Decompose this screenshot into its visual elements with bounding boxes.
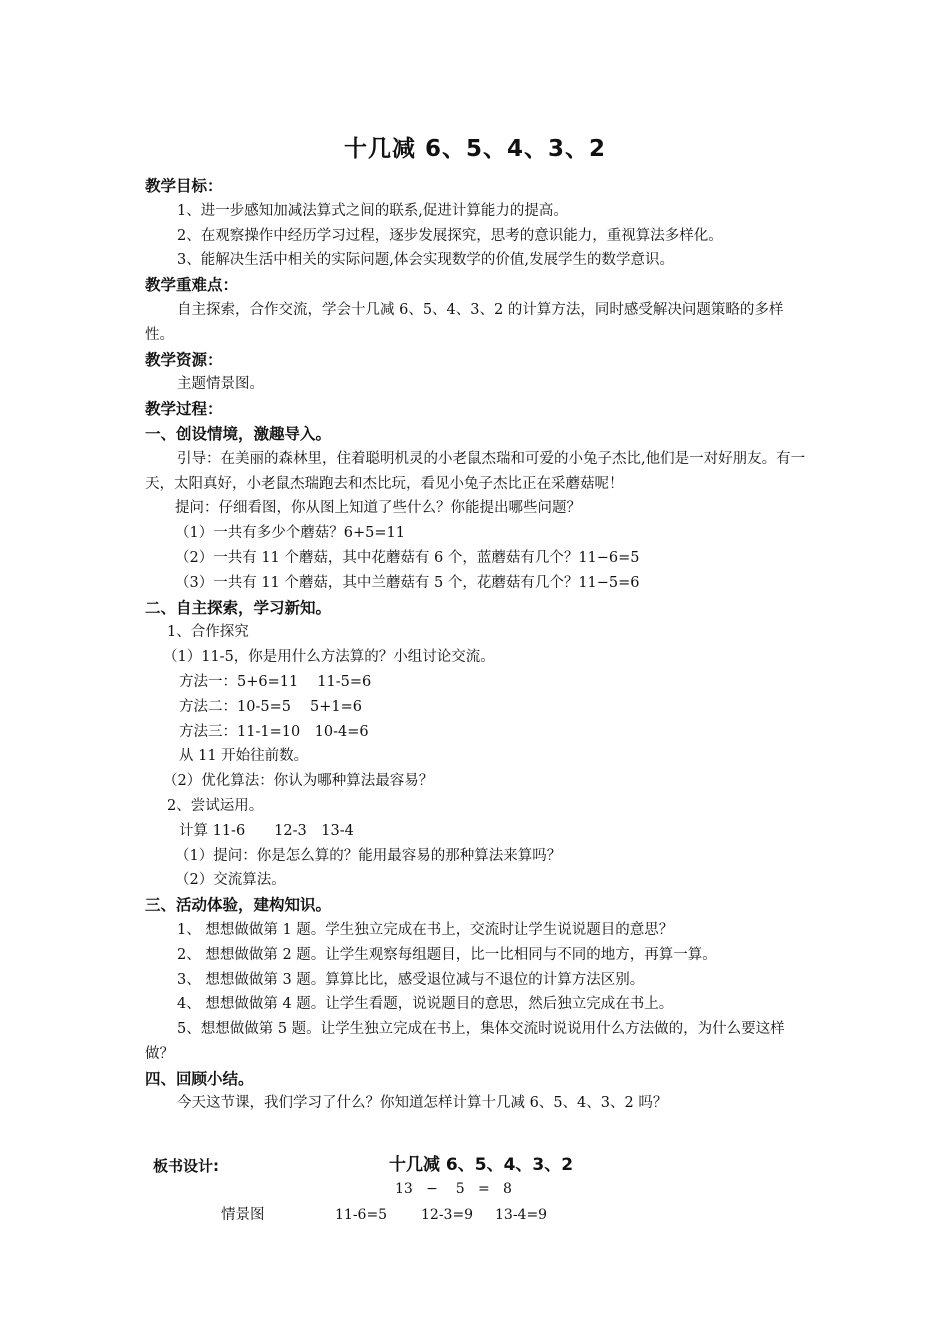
intro-paragraph: 引导：在美丽的森林里，住着聪明机灵的小老鼠杰瑞和可爱的小兔子杰比,他们是一对好朋友。有一天，太阳真好，小老鼠杰瑞跑去和杰比玩，看见小兔子杰比正在采蘑菇呢！ [145,450,806,492]
resources-heading: 教学资源： [145,350,223,369]
summary-text: 今天这节课，我们学习了什么？你知道怎样计算十几减 6、5、4、3、2 吗？ [177,1095,668,1112]
section-heading: 二、自主探索，学习新知。 [145,598,332,617]
question-line: 提问：仔细看图，你从图上知道了些什么？你能提出哪些问题？ [175,500,581,517]
board-equation: 13 − 5 = 8 [395,1181,512,1198]
board-example: 13-4=9 [495,1207,548,1224]
activity-item: 4、 想想做做第 4 题。让学生看题，说说题目的意思，然后独立完成在书上。 [177,996,674,1013]
board-title: 十几减 6、5、4、3、2 [389,1155,574,1176]
board-example: 12-3=9 [421,1207,474,1224]
document-title: 十几减 6、5、4、3、2 [343,136,607,162]
calc-item: （2）交流算法。 [175,872,286,889]
calc-item: （1）提问：你是怎么算的？能用最容易的那种算法来算吗？ [175,847,562,864]
process-heading: 教学过程： [145,400,223,419]
activity-item: 2、 想想做做第 2 题。让学生观察每组题目，比一比相同与不同的地方，再算一算。 [177,946,717,963]
keypoints-heading: 教学重难点： [145,276,239,295]
method-line: 方法一：5+6=11 11-5=6 [179,673,372,690]
section-heading: 一、创设情境，激趣导入。 [145,424,332,443]
resources-text: 主题情景图。 [177,376,264,393]
objective-item: 3、能解决生活中相关的实际问题,体会实现数学的价值,发展学生的数学意识。 [177,252,674,269]
document-body [145,174,810,1234]
method-line: 从 11 开始往前数。 [179,748,309,765]
board-scene-label: 情景图 [221,1207,265,1224]
board-example: 11-6=5 [335,1207,388,1224]
subsection-title: 1、合作探究 [167,624,249,641]
question-item: （3）一共有 11 个蘑菇，其中兰蘑菇有 5 个，花蘑菇有几个？11−5=6 [175,574,640,591]
question-item: （2）一共有 11 个蘑菇，其中花蘑菇有 6 个，蓝蘑菇有几个？11−6=5 [175,549,640,566]
subsection-title: 2、尝试运用。 [167,797,264,814]
activity-item: 3、 想想做做第 3 题。算算比比，感受退位减与不退位的计算方法区别。 [177,971,645,988]
activity-item: 5、想想做做第 5 题。让学生独立完成在书上，集体交流时说说用什么方法做的，为什么要这样做？ [145,1021,785,1062]
section-heading: 三、活动体验，建构知识。 [145,896,332,915]
calc-line: 计算 11-6 12-3 13-4 [179,822,354,839]
discussion-item: （1）11-5，你是用什么方法算的？小组讨论交流。 [163,649,495,666]
board-label: 板书设计: [153,1157,219,1176]
method-line: 方法二：10-5=5 5+1=6 [179,698,363,715]
keypoints-text: 自主探索，合作交流，学会十几减 6、5、4、3、2 的计算方法，同时感受解决问题策略的多样性。 [145,301,784,343]
objectives-heading: 教学目标： [145,177,223,195]
objective-item: 1、进一步感知加减法算式之间的联系,促进计算能力的提高。 [177,202,568,219]
section-heading: 四、回顾小结。 [145,1069,254,1088]
board-design [145,1154,810,1234]
objective-item: 2、在观察操作中经历学习过程，逐步发展探究，思考的意识能力，重视算法多样化。 [177,227,723,244]
activity-item: 1、 想想做做第 1 题。学生独立完成在书上，交流时让学生说说题目的意思？ [177,921,674,938]
discussion-item: （2）优化算法：你认为哪种算法最容易？ [163,773,434,790]
method-line: 方法三：11-1=10 10-4=6 [179,723,369,740]
question-item: （1）一共有多少个蘑菇？6+5=11 [175,525,405,542]
